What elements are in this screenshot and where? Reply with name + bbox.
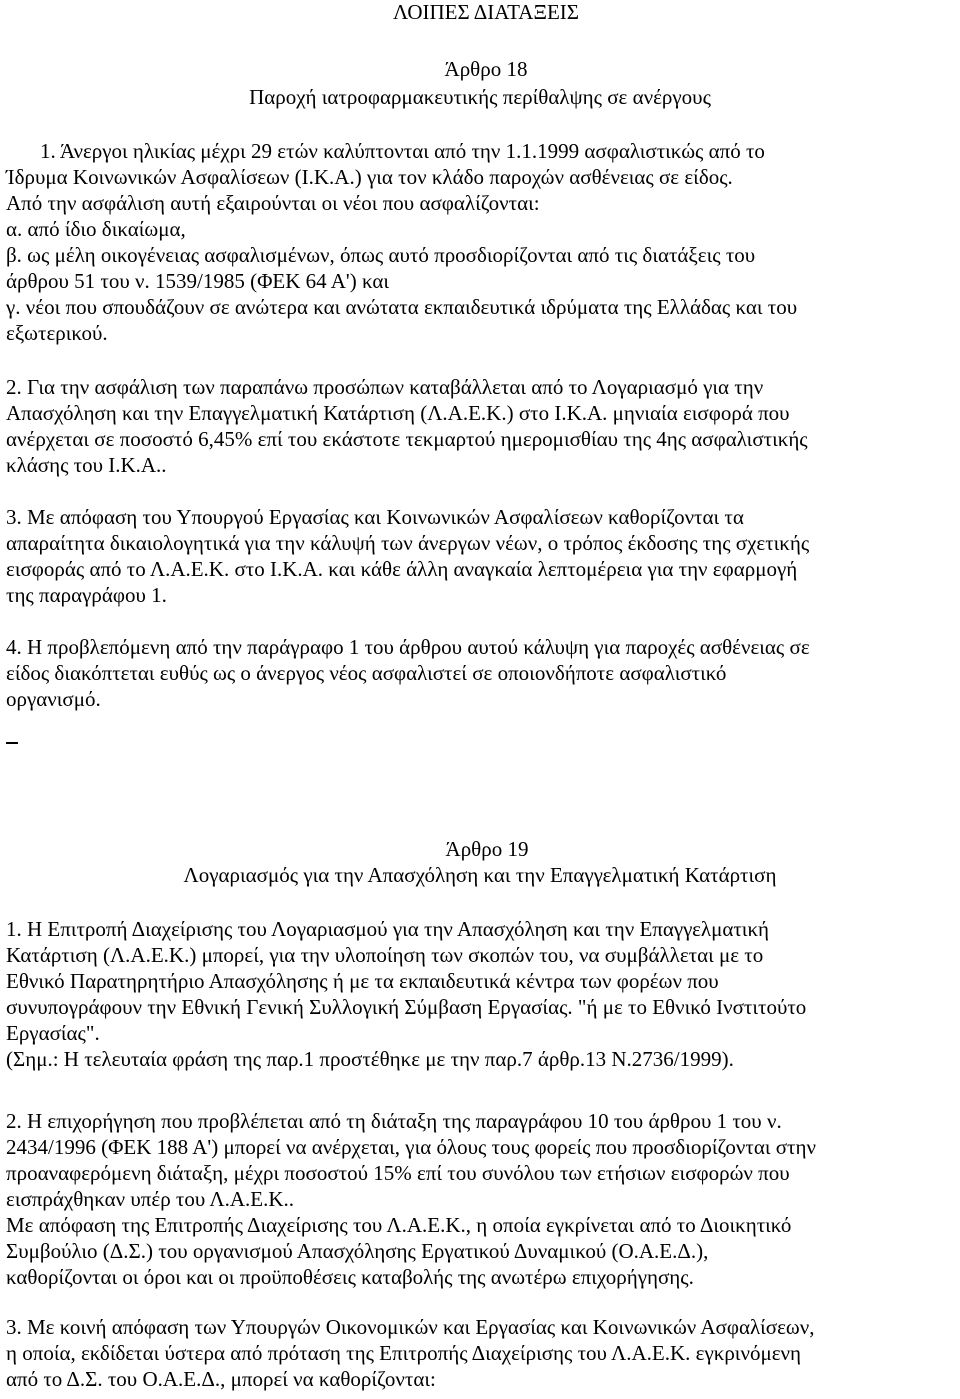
text-line: καθορίζονται οι όροι και οι προϋποθέσεις καταβολής της ανωτέρω επιχορήγησης.	[6, 1265, 694, 1289]
text-line: από το Δ.Σ. του Ο.Α.Ε.Δ., μπορεί να καθορίζονται:	[6, 1367, 436, 1391]
text-line: άρθρου 51 του ν. 1539/1985 (ΦΕΚ 64 Α') και	[6, 269, 390, 293]
text-line: εισφοράς από το Λ.Α.Ε.Κ. στο Ι.Κ.Α. και κάθε άλλη αναγκαία λεπτομέρεια για την εφαρμογή	[6, 557, 798, 581]
text-line: της παραγράφου 1.	[6, 583, 167, 607]
text-line: Απασχόληση και την Επαγγελματική Κατάρτιση (Λ.Α.Ε.Κ.) στο Ι.Κ.Α. μηνιαία εισφορά που	[6, 401, 790, 425]
text-line: α. από ίδιο δικαίωμα,	[6, 217, 186, 241]
article-19-paragraph-3	[6, 1314, 815, 1392]
text-line: Κατάρτιση (Λ.Α.Ε.Κ.) μπορεί, για την υλοποίηση των σκοπών του, να συμβάλλεται με το	[6, 943, 764, 967]
section-title: ΛΟΙΠΕΣ ΔΙΑΤΑΞΕΙΣ	[392, 0, 580, 24]
text-line: απαραίτητα δικαιολογητικά για την κάλυψή των άνεργων νέων, ο τρόπος έκδοσης της σχετικής	[6, 531, 810, 555]
article-19-number: Άρθρο 19	[445, 837, 529, 861]
text-line: προαναφερόμενη διάταξη, μέχρι ποσοστού 15% επί του συνόλου των ετήσιων εισφορών που	[6, 1161, 790, 1185]
text-line: 2434/1996 (ΦΕΚ 188 Α') μπορεί να ανέρχεται, για όλους τους φορείς που προσδιορίζονται στην	[6, 1135, 816, 1159]
text-line: η οποία, εκδίδεται ύστερα από πρόταση της Επιτροπής Διαχείρισης του Λ.Α.Ε.Κ. εγκρινόμενη	[6, 1341, 802, 1365]
text-line: Με απόφαση της Επιτροπής Διαχείρισης του Λ.Α.Ε.Κ., η οποία εγκρίνεται από το Διοικητικό	[6, 1213, 792, 1237]
text-line: συνυπογράφουν την Εθνική Γενική Συλλογική Σύμβαση Εργασίας. "ή με το Εθνικό Ινστιτούτο	[6, 995, 807, 1019]
text-line: 3. Με κοινή απόφαση των Υπουργών Οικονομικών και Εργασίας και Κοινωνικών Ασφαλίσεων,	[6, 1315, 815, 1339]
text-line: β. ως μέλη οικογένειας ασφαλισμένων, όπως αυτό προσδιορίζονται από τις διατάξεις του	[6, 243, 756, 267]
text-line: 2. Για την ασφάλιση των παραπάνω προσώπων καταβάλλεται από το Λογαριασμό για την	[6, 375, 764, 399]
text-line: Ίδρυμα Κοινωνικών Ασφαλίσεων (Ι.Κ.Α.) για τον κλάδο παροχών ασθένειας σε είδος.	[6, 165, 733, 189]
text-line: κλάσης του Ι.Κ.Α..	[6, 453, 167, 477]
text-line: γ. νέοι που σπουδάζουν σε ανώτερα και ανώτατα εκπαιδευτικά ιδρύματα της Ελλάδας και του	[6, 295, 798, 319]
article-18-paragraph-2	[6, 374, 808, 478]
text-line: Συμβούλιο (Δ.Σ.) του οργανισμού Απασχόλησης Εργατικού Δυναμικού (Ο.Α.Ε.Δ.),	[6, 1239, 709, 1263]
separator-dash	[6, 742, 18, 744]
text-line: Εθνικό Παρατηρητήριο Απασχόλησης ή με τα εκπαιδευτικά κέντρα των φορέων που	[6, 969, 719, 993]
text-line: (Σημ.: Η τελευταία φράση της παρ.1 προστέθηκε με την παρ.7 άρθρ.13 Ν.2736/1999).	[6, 1047, 734, 1071]
text-line: Από την ασφάλιση αυτή εξαιρούνται οι νέοι που ασφαλίζονται:	[6, 191, 540, 215]
article-19-paragraph-2	[6, 1108, 816, 1290]
article-18-subject: Παροχή ιατροφαρμακευτικής περίθαλψης σε ανέργους	[249, 85, 711, 109]
article-18-paragraph-1	[6, 138, 797, 346]
text-line: 1. Άνεργοι ηλικίας μέχρι 29 ετών καλύπτονται από την 1.1.1999 ασφαλιστικώς από το	[40, 139, 765, 163]
text-line: ανέρχεται σε ποσοστό 6,45% επί του εκάστοτε τεκμαρτού ημερομισθίαυ της 4ης ασφαλιστικής	[6, 427, 808, 451]
text-line: 3. Με απόφαση του Υπουργού Εργασίας και Κοινωνικών Ασφαλίσεων καθορίζονται τα	[6, 505, 744, 529]
article-18-paragraph-4	[6, 634, 810, 712]
article-19-subject: Λογαριασμός για την Απασχόληση και την Επαγγελματική Κατάρτιση	[183, 863, 777, 887]
text-line: 2. Η επιχορήγηση που προβλέπεται από τη διάταξη της παραγράφου 10 του άρθρου 1 του ν.	[6, 1109, 782, 1133]
article-18-paragraph-3	[6, 504, 809, 608]
text-line: 1. Η Επιτροπή Διαχείρισης του Λογαριασμού για την Απασχόληση και την Επαγγελματική	[6, 917, 770, 941]
text-line: 4. Η προβλεπόμενη από την παράγραφο 1 του άρθρου αυτού κάλυψη για παροχές ασθένειας σε	[6, 635, 810, 659]
text-line: εξωτερικού.	[6, 321, 108, 345]
article-19-paragraph-1	[6, 916, 806, 1072]
text-line: οργανισμό.	[6, 687, 101, 711]
article-18-number: Άρθρο 18	[444, 57, 528, 81]
text-line: εισπράχθηκαν υπέρ του Λ.Α.Ε.Κ..	[6, 1187, 294, 1211]
text-line: Εργασίας".	[6, 1021, 100, 1045]
text-line: είδος διακόπτεται ευθύς ως ο άνεργος νέος ασφαλιστεί σε οποιονδήποτε ασφαλιστικό	[6, 661, 727, 685]
